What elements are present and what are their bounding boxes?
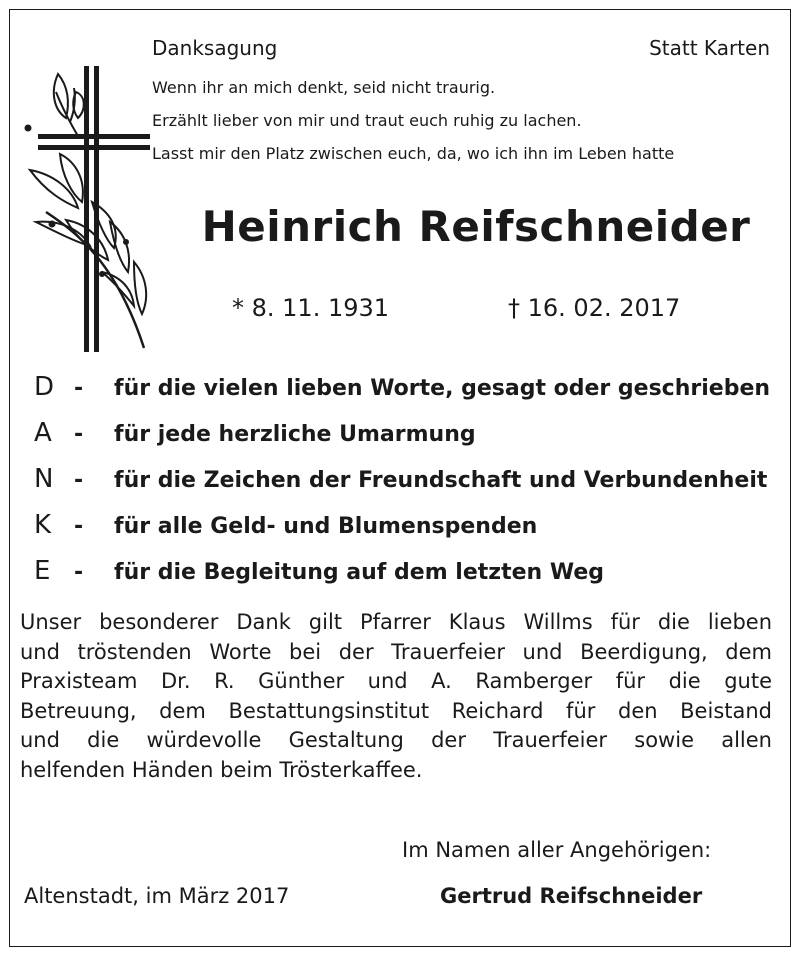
danke-dash: - xyxy=(74,422,84,447)
thanks-line: Betreuung, dem Bestattungsinstitut Reichard für den Beistand xyxy=(20,698,772,723)
danke-letter: K xyxy=(34,510,52,540)
danke-letter: D xyxy=(34,372,55,402)
header-danksagung: Danksagung xyxy=(152,36,278,60)
on-behalf-line: Im Namen aller Angehörigen: xyxy=(402,838,712,862)
thanks-line: und tröstenden Worte bei der Trauerfeier und Beerdigung, dem xyxy=(20,639,772,664)
danke-row-k xyxy=(34,510,537,540)
danke-dash: - xyxy=(74,514,84,539)
danke-row-e xyxy=(34,556,604,586)
danke-text: für die vielen lieben Worte, gesagt oder geschrieben xyxy=(114,376,771,401)
thanks-line: Praxisteam Dr. R. Günther und A. Ramberger für die gute xyxy=(20,669,772,693)
danke-text: für die Zeichen der Freundschaft und Verbundenheit xyxy=(114,468,768,493)
danke-letter: E xyxy=(34,556,51,586)
verse-line-3: Lasst mir den Platz zwischen euch, da, wo ich ihn im Leben hatte xyxy=(152,144,675,163)
danke-row-n xyxy=(34,464,767,494)
birth-date: * 8. 11. 1931 xyxy=(232,294,390,322)
danke-dash: - xyxy=(74,468,84,493)
death-date: † 16. 02. 2017 xyxy=(508,294,681,322)
danke-dash: - xyxy=(74,376,84,401)
danke-text: für die Begleitung auf dem letzten Weg xyxy=(114,560,604,585)
danke-letter: A xyxy=(34,418,52,448)
obituary-card xyxy=(9,9,791,947)
danke-text: für jede herzliche Umarmung xyxy=(114,422,476,447)
danke-row-a xyxy=(34,418,476,448)
deceased-name: Heinrich Reifschneider xyxy=(201,202,751,251)
verse-line-2: Erzählt lieber von mir und traut euch ruhig zu lachen. xyxy=(152,111,582,130)
header-statt-karten: Statt Karten xyxy=(649,36,770,60)
thanks-line: helfenden Händen beim Trösterkaffee. xyxy=(20,757,423,782)
danke-dash: - xyxy=(74,560,84,585)
danke-letter: N xyxy=(34,464,54,494)
signer-name: Gertrud Reifschneider xyxy=(440,884,703,908)
thanks-line: Unser besonderer Dank gilt Pfarrer Klaus Willms für die lieben xyxy=(20,610,772,634)
thanks-line: und die würdevolle Gestaltung der Trauerfeier sowie allen xyxy=(20,728,772,752)
thanks-paragraph xyxy=(20,608,772,785)
place-date: Altenstadt, im März 2017 xyxy=(24,884,290,908)
danke-text: für alle Geld- und Blumenspenden xyxy=(114,514,538,539)
danke-row-d xyxy=(34,372,770,402)
verse-line-1: Wenn ihr an mich denkt, seid nicht traurig. xyxy=(152,78,496,97)
